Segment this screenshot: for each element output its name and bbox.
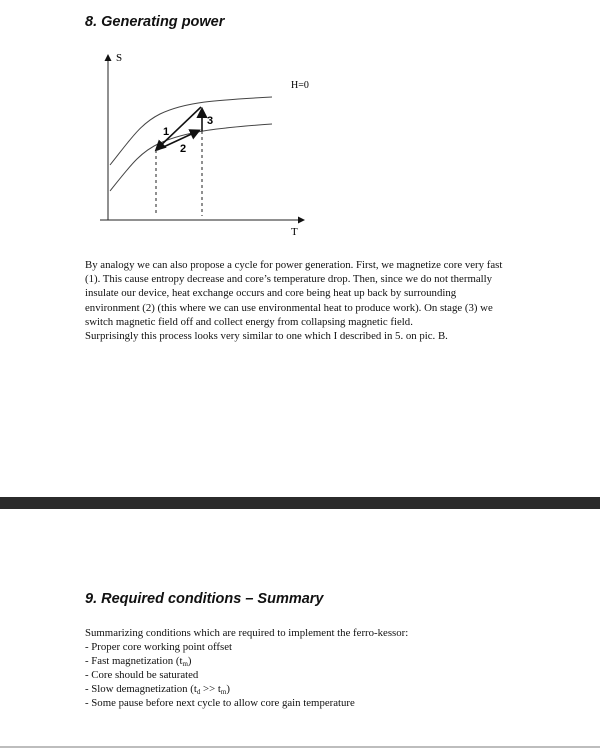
document-page-2 [0,509,600,751]
paragraph-line: switch magnetic field off and collect energy from collapsing magnetic field. [85,315,413,328]
paragraph-line: Surprisingly this process looks very similar to one which I described in 5. on pic. B. [85,330,448,343]
arrow-label-3: 3 [207,115,214,127]
arrow-label-1: 1 [163,126,170,138]
section-8-paragraph [85,258,565,343]
list-item: - Some pause before next cycle to allow core gain temperature [85,697,355,709]
paragraph-line: By analogy we can also propose a cycle for power generation. First, we magnetize core very fast [85,259,503,271]
page-bottom-border [0,746,600,748]
upper-curve [110,97,272,165]
paragraph-line: environment (2) (this where we can use environmental heat to produce work). On stage (3) we [85,301,493,314]
page-separator [0,497,600,509]
list-item: - Slow demagnetization $(t_d >> t_m)$ [85,683,230,696]
paragraph-line: (1). This cause entropy decrease and core’s temperature drop. Then, since we do not thermally [85,273,493,286]
arrow-label-2: 2 [180,143,187,155]
section-8-title: 8. Generating power [85,14,225,30]
y-axis-label: S [116,52,123,64]
list-item: - Proper core working point offset [85,641,233,653]
entropy-temperature-diagram [0,0,600,250]
requirements-list [85,640,355,710]
list-item: - Core should be saturated [85,669,199,681]
section-9-intro: Summarizing conditions which are required to implement the ferro-kessor: [85,627,409,639]
section-9-title: 9. Required conditions – Summary [85,591,324,607]
x-axis-label: T [291,226,298,238]
paragraph-line: insulate our device, heat exchange occurs and core being heat up back by surrounding [85,287,457,300]
field-label: H=0 [291,80,309,91]
list-item: - Fast magnetization $(t_m)$ [85,655,192,668]
